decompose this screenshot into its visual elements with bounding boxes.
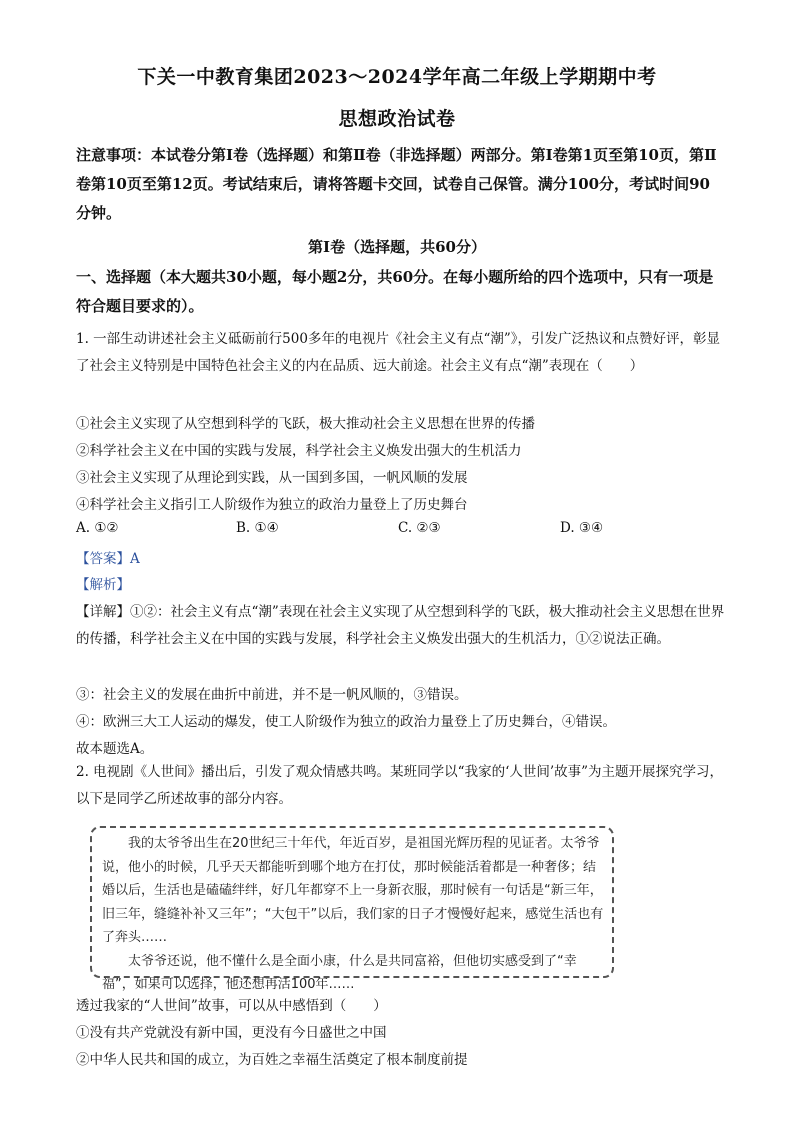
q2-excerpt-paragraph-1: 我的太爷爷出生在20世纪三十年代，年近百岁，是祖国光辉历程的见证者。太爷爷说，他小的时候，几乎天天都能听到哪个地方在打仗，那时候能活着都是一种奢侈；结婚以后，生活也是磕磕绊绊，好几年都穿不上一身新衣服，那时候有一句话是“新三年，旧三年，缝缝补补又三年”；“大包干”以后，我们家的日子才慢慢好起来，感觉生活也有了奔头…… — [102, 836, 604, 945]
q1-option-a: A. ①② — [76, 520, 119, 536]
q2-item-1: ①没有共产党就没有新中国，更没有今日盛世之中国 — [76, 1025, 387, 1041]
q1-item-4: ④科学社会主义指引工人阶级作为独立的政治力量登上了历史舞台 — [76, 497, 468, 513]
q1-item-2: ②科学社会主义在中国的实践与发展，科学社会主义焕发出强大的生机活力 — [76, 443, 522, 459]
q1-detail: 【详解】①②：社会主义有点“潮”表现在社会主义实现了从空想到科学的飞跃，极大推动社会主义思想在世界的传播，科学社会主义在中国的实践与发展，科学社会主义焕发出强大的生机活力，①②说法正确。 — [76, 604, 725, 647]
exam-title: 下关一中教育集团2023～2024学年高二年级上学期期中考 — [137, 66, 657, 88]
section-title: 第Ⅰ卷（选择题，共60分） — [308, 238, 486, 256]
q1-option-d: D. ③④ — [560, 520, 604, 536]
q2-question: 透过我家的“人世间”故事，可以从中感悟到（ ） — [76, 998, 387, 1014]
exam-notice: 注意事项：本试卷分第Ⅰ卷（选择题）和第Ⅱ卷（非选择题）两部分。第Ⅰ卷第1页至第10页，第Ⅱ卷第10页至第12页。考试结束后，请将答题卡交回，试卷自己保管。满分100分，考试时间90分钟。 — [76, 146, 717, 222]
q1-item-1: ①社会主义实现了从空想到科学的飞跃，极大推动社会主义思想在世界的传播 — [76, 416, 535, 432]
exam-subject-title: 思想政治试卷 — [338, 108, 456, 130]
q1-option-b: B. ①④ — [236, 520, 279, 536]
q1-detail-3: ③：社会主义的发展在曲折中前进，并不是一帆风顺的，③错误。 — [76, 687, 468, 703]
q1-option-c: C. ②③ — [398, 520, 441, 536]
q1-detail-4: ④：欧洲三大工人运动的爆发，使工人阶级作为独立的政治力量登上了历史舞台，④错误。 — [76, 714, 616, 730]
q1-analysis-label: 【解析】 — [76, 577, 130, 593]
q1-item-3: ③社会主义实现了从理论到实践，从一国到多国，一帆风顺的发展 — [76, 470, 468, 486]
q1-answer: 【答案】A — [76, 551, 140, 567]
q2-excerpt-paragraph-2: 太爷爷还说，他不懂什么是全面小康，什么是共同富裕，但他切实感受到了“幸福”，如果可以选择，他还想再活100年…… — [102, 953, 577, 992]
q2-stem: 2. 电视剧《人世间》播出后，引发了观众情感共鸣。某班同学以“我家的‘人世间’故事”为主题开展探究学习，以下是同学乙所述故事的部分内容。 — [76, 764, 724, 807]
q1-conclusion: 故本题选A。 — [76, 741, 154, 757]
q2-item-2: ②中华人民共和国的成立，为百姓之幸福生活奠定了根本制度前提 — [76, 1052, 468, 1068]
q1-stem: 1. 一部生动讲述社会主义砥砺前行500多年的电视片《社会主义有点“潮”》，引发广泛热议和点赞好评，彰显了社会主义特别是中国特色社会主义的内在品质、远大前途。社会主义有点“潮”表现在（ ） — [76, 331, 720, 374]
part-heading: 一、选择题（本大题共30小题，每小题2分，共60分。在每小题所给的四个选项中，只有一项是符合题目要求的）。 — [76, 268, 714, 315]
q2-story-excerpt-box — [90, 826, 614, 992]
